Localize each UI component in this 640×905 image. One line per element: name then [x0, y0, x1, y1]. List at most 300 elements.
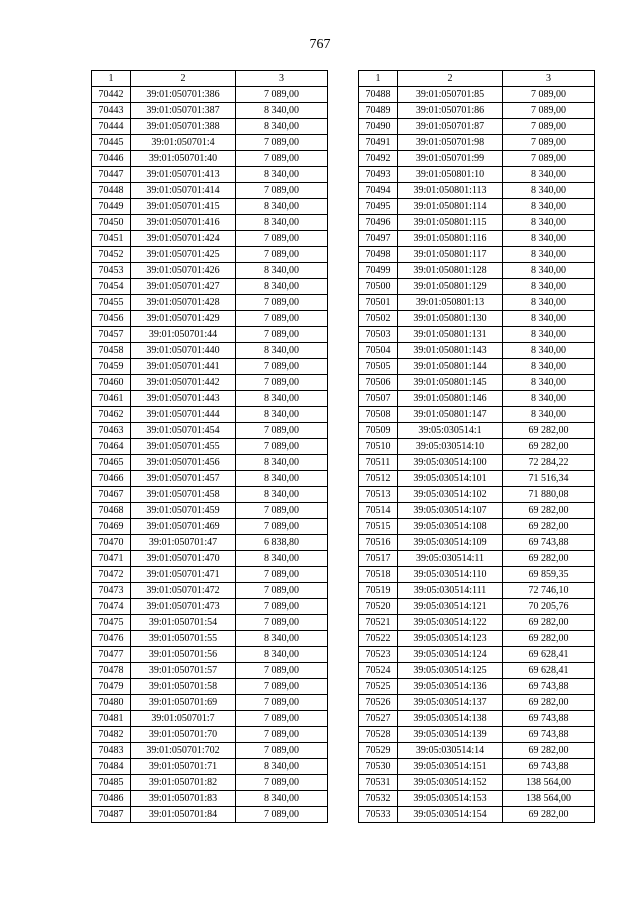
table-row: [359, 279, 595, 295]
cadastral-number-cell: 39:01:050701:414: [131, 183, 236, 199]
table-row: [92, 215, 328, 231]
row-number-cell: 70529: [359, 743, 398, 759]
cadastral-number-cell: 39:01:050801:114: [398, 199, 503, 215]
table-row: [359, 743, 595, 759]
row-number-cell: 70525: [359, 679, 398, 695]
row-number-cell: 70496: [359, 215, 398, 231]
value-cell: 69 282,00: [503, 631, 595, 647]
table-row: [92, 151, 328, 167]
row-number-cell: 70521: [359, 615, 398, 631]
cadastral-number-cell: 39:01:050801:146: [398, 391, 503, 407]
row-number-cell: 70499: [359, 263, 398, 279]
cadastral-number-cell: 39:01:050701:427: [131, 279, 236, 295]
table-row: [359, 759, 595, 775]
table-row: [359, 375, 595, 391]
row-number-cell: 70513: [359, 487, 398, 503]
value-cell: 69 282,00: [503, 439, 595, 455]
value-cell: 7 089,00: [236, 135, 328, 151]
cadastral-number-cell: 39:01:050701:472: [131, 583, 236, 599]
row-number-cell: 70444: [92, 119, 131, 135]
row-number-cell: 70451: [92, 231, 131, 247]
table-row: [92, 759, 328, 775]
row-number-cell: 70445: [92, 135, 131, 151]
table-row: [359, 247, 595, 263]
table-row: [92, 807, 328, 823]
column-header: 3: [503, 71, 595, 87]
row-number-cell: 70448: [92, 183, 131, 199]
table-row: [92, 551, 328, 567]
table-row: [92, 119, 328, 135]
value-cell: 8 340,00: [236, 119, 328, 135]
cadastral-number-cell: 39:01:050701:413: [131, 167, 236, 183]
table-row: [92, 455, 328, 471]
row-number-cell: 70485: [92, 775, 131, 791]
table-row: [92, 695, 328, 711]
cadastral-number-cell: 39:01:050701:415: [131, 199, 236, 215]
table-row: [359, 727, 595, 743]
cadastral-number-cell: 39:05:030514:139: [398, 727, 503, 743]
cadastral-number-cell: 39:01:050701:99: [398, 151, 503, 167]
cadastral-number-cell: 39:01:050701:388: [131, 119, 236, 135]
value-cell: 8 340,00: [236, 407, 328, 423]
value-cell: 69 282,00: [503, 615, 595, 631]
value-cell: 8 340,00: [236, 647, 328, 663]
cadastral-number-cell: 39:01:050701:702: [131, 743, 236, 759]
table-row: [92, 615, 328, 631]
cadastral-number-cell: 39:01:050701:442: [131, 375, 236, 391]
table-row: [359, 199, 595, 215]
table-row: [359, 407, 595, 423]
row-number-cell: 70522: [359, 631, 398, 647]
cadastral-number-cell: 39:01:050801:144: [398, 359, 503, 375]
table-row: [92, 375, 328, 391]
cadastral-number-cell: 39:05:030514:111: [398, 583, 503, 599]
value-cell: 7 089,00: [236, 247, 328, 263]
cadastral-number-cell: 39:05:030514:123: [398, 631, 503, 647]
table-row: [92, 231, 328, 247]
row-number-cell: 70488: [359, 87, 398, 103]
table-row: [359, 663, 595, 679]
cadastral-number-cell: 39:01:050801:147: [398, 407, 503, 423]
row-number-cell: 70476: [92, 631, 131, 647]
value-cell: 7 089,00: [236, 183, 328, 199]
cadastral-number-cell: 39:05:030514:102: [398, 487, 503, 503]
cadastral-number-cell: 39:01:050701:386: [131, 87, 236, 103]
value-cell: 7 089,00: [236, 567, 328, 583]
cadastral-number-cell: 39:01:050701:444: [131, 407, 236, 423]
row-number-cell: 70465: [92, 455, 131, 471]
table-row: [359, 599, 595, 615]
table-row: [359, 87, 595, 103]
row-number-cell: 70518: [359, 567, 398, 583]
table-row: [359, 615, 595, 631]
row-number-cell: 70532: [359, 791, 398, 807]
table-row: [359, 455, 595, 471]
cadastral-number-cell: 39:01:050701:455: [131, 439, 236, 455]
cadastral-number-cell: 39:01:050701:441: [131, 359, 236, 375]
table-row: [92, 487, 328, 503]
row-number-cell: 70484: [92, 759, 131, 775]
cadastral-number-cell: 39:01:050801:143: [398, 343, 503, 359]
row-number-cell: 70446: [92, 151, 131, 167]
value-cell: 71 516,34: [503, 471, 595, 487]
row-number-cell: 70453: [92, 263, 131, 279]
table-row: [359, 695, 595, 711]
row-number-cell: 70490: [359, 119, 398, 135]
cadastral-number-cell: 39:01:050701:457: [131, 471, 236, 487]
table-row: [359, 167, 595, 183]
value-cell: 69 743,88: [503, 535, 595, 551]
value-cell: 8 340,00: [236, 263, 328, 279]
value-cell: 7 089,00: [236, 727, 328, 743]
row-number-cell: 70463: [92, 423, 131, 439]
value-cell: 72 746,10: [503, 583, 595, 599]
cadastral-number-cell: 39:01:050701:82: [131, 775, 236, 791]
left-table-body: [92, 71, 328, 823]
row-number-cell: 70442: [92, 87, 131, 103]
value-cell: 8 340,00: [503, 311, 595, 327]
row-number-cell: 70514: [359, 503, 398, 519]
table-row: [359, 359, 595, 375]
cadastral-number-cell: 39:01:050701:425: [131, 247, 236, 263]
cadastral-number-cell: 39:05:030514:151: [398, 759, 503, 775]
table-row: [359, 343, 595, 359]
value-cell: 7 089,00: [236, 375, 328, 391]
cadastral-number-cell: 39:01:050701:4: [131, 135, 236, 151]
page-number: 767: [309, 37, 331, 52]
row-number-cell: 70509: [359, 423, 398, 439]
row-number-cell: 70461: [92, 391, 131, 407]
value-cell: 71 880,08: [503, 487, 595, 503]
row-number-cell: 70481: [92, 711, 131, 727]
row-number-cell: 70492: [359, 151, 398, 167]
value-cell: 8 340,00: [236, 199, 328, 215]
table-row: [359, 439, 595, 455]
value-cell: 7 089,00: [236, 151, 328, 167]
row-number-cell: 70459: [92, 359, 131, 375]
row-number-cell: 70497: [359, 231, 398, 247]
value-cell: 8 340,00: [503, 343, 595, 359]
value-cell: 7 089,00: [503, 151, 595, 167]
value-cell: 8 340,00: [503, 167, 595, 183]
cadastral-number-cell: 39:01:050801:130: [398, 311, 503, 327]
row-number-cell: 70443: [92, 103, 131, 119]
cadastral-number-cell: 39:05:030514:1: [398, 423, 503, 439]
table-row: [359, 423, 595, 439]
row-number-cell: 70516: [359, 535, 398, 551]
value-cell: 7 089,00: [236, 663, 328, 679]
cadastral-number-cell: 39:01:050801:13: [398, 295, 503, 311]
cadastral-number-cell: 39:01:050701:44: [131, 327, 236, 343]
value-cell: 7 089,00: [236, 503, 328, 519]
table-row: [92, 167, 328, 183]
value-cell: 8 340,00: [503, 231, 595, 247]
column-header: 2: [131, 71, 236, 87]
cadastral-number-cell: 39:01:050701:458: [131, 487, 236, 503]
table-row: [92, 311, 328, 327]
row-number-cell: 70533: [359, 807, 398, 823]
table-row: [92, 103, 328, 119]
cadastral-number-cell: 39:05:030514:154: [398, 807, 503, 823]
row-number-cell: 70487: [92, 807, 131, 823]
table-row: [92, 359, 328, 375]
value-cell: 69 282,00: [503, 743, 595, 759]
value-cell: 7 089,00: [236, 599, 328, 615]
cadastral-number-cell: 39:05:030514:136: [398, 679, 503, 695]
cadastral-number-cell: 39:01:050801:10: [398, 167, 503, 183]
value-cell: 8 340,00: [503, 263, 595, 279]
value-cell: 69 859,35: [503, 567, 595, 583]
table-row: [359, 647, 595, 663]
cadastral-number-cell: 39:01:050801:129: [398, 279, 503, 295]
row-number-cell: 70482: [92, 727, 131, 743]
table-row: [359, 487, 595, 503]
cadastral-number-cell: 39:05:030514:110: [398, 567, 503, 583]
table-row: [92, 407, 328, 423]
cadastral-number-cell: 39:01:050701:471: [131, 567, 236, 583]
row-number-cell: 70473: [92, 583, 131, 599]
value-cell: 8 340,00: [236, 487, 328, 503]
row-number-cell: 70447: [92, 167, 131, 183]
column-header: 3: [236, 71, 328, 87]
table-row: [359, 583, 595, 599]
value-cell: 7 089,00: [236, 311, 328, 327]
table-row: [92, 343, 328, 359]
cadastral-number-cell: 39:05:030514:109: [398, 535, 503, 551]
cadastral-number-cell: 39:01:050701:469: [131, 519, 236, 535]
row-number-cell: 70503: [359, 327, 398, 343]
cadastral-number-cell: 39:01:050801:128: [398, 263, 503, 279]
table-row: [92, 727, 328, 743]
right-table-body: [359, 71, 595, 823]
table-row: [359, 471, 595, 487]
value-cell: 8 340,00: [503, 391, 595, 407]
cadastral-number-cell: 39:01:050701:429: [131, 311, 236, 327]
table-row: [92, 263, 328, 279]
table-row: [359, 391, 595, 407]
table-row: [92, 135, 328, 151]
table-row: [359, 791, 595, 807]
right-table: [358, 70, 595, 823]
cadastral-number-cell: 39:01:050701:424: [131, 231, 236, 247]
table-row: [359, 631, 595, 647]
header-row: [92, 71, 328, 87]
row-number-cell: 70530: [359, 759, 398, 775]
table-row: [359, 135, 595, 151]
row-number-cell: 70468: [92, 503, 131, 519]
cadastral-number-cell: 39:01:050701:85: [398, 87, 503, 103]
value-cell: 8 340,00: [236, 551, 328, 567]
cadastral-number-cell: 39:01:050701:84: [131, 807, 236, 823]
table-row: [92, 567, 328, 583]
row-number-cell: 70491: [359, 135, 398, 151]
cadastral-number-cell: 39:01:050701:83: [131, 791, 236, 807]
row-number-cell: 70452: [92, 247, 131, 263]
row-number-cell: 70502: [359, 311, 398, 327]
table-row: [359, 151, 595, 167]
cadastral-number-cell: 39:01:050701:387: [131, 103, 236, 119]
value-cell: 8 340,00: [503, 247, 595, 263]
table-row: [92, 775, 328, 791]
cadastral-number-cell: 39:05:030514:100: [398, 455, 503, 471]
cadastral-number-cell: 39:05:030514:10: [398, 439, 503, 455]
table-row: [359, 295, 595, 311]
value-cell: 69 282,00: [503, 503, 595, 519]
cadastral-number-cell: 39:01:050701:56: [131, 647, 236, 663]
value-cell: 8 340,00: [503, 359, 595, 375]
cadastral-number-cell: 39:01:050701:69: [131, 695, 236, 711]
value-cell: 8 340,00: [236, 279, 328, 295]
value-cell: 7 089,00: [236, 711, 328, 727]
cadastral-number-cell: 39:01:050701:70: [131, 727, 236, 743]
cadastral-number-cell: 39:01:050801:117: [398, 247, 503, 263]
cadastral-number-cell: 39:05:030514:138: [398, 711, 503, 727]
table-row: [359, 183, 595, 199]
cadastral-number-cell: 39:05:030514:121: [398, 599, 503, 615]
row-number-cell: 70464: [92, 439, 131, 455]
value-cell: 69 743,88: [503, 711, 595, 727]
table-row: [92, 791, 328, 807]
cadastral-number-cell: 39:01:050701:428: [131, 295, 236, 311]
row-number-cell: 70460: [92, 375, 131, 391]
cadastral-number-cell: 39:05:030514:153: [398, 791, 503, 807]
table-row: [92, 743, 328, 759]
value-cell: 8 340,00: [236, 215, 328, 231]
row-number-cell: 70505: [359, 359, 398, 375]
table-row: [359, 231, 595, 247]
value-cell: 8 340,00: [503, 183, 595, 199]
cadastral-number-cell: 39:01:050801:115: [398, 215, 503, 231]
cadastral-number-cell: 39:01:050701:86: [398, 103, 503, 119]
table-row: [92, 247, 328, 263]
value-cell: 8 340,00: [236, 455, 328, 471]
cadastral-number-cell: 39:01:050701:87: [398, 119, 503, 135]
value-cell: 7 089,00: [236, 679, 328, 695]
row-number-cell: 70478: [92, 663, 131, 679]
value-cell: 138 564,00: [503, 791, 595, 807]
cadastral-number-cell: 39:05:030514:122: [398, 615, 503, 631]
table-row: [359, 103, 595, 119]
cadastral-number-cell: 39:01:050701:470: [131, 551, 236, 567]
cadastral-number-cell: 39:01:050801:131: [398, 327, 503, 343]
table-row: [359, 263, 595, 279]
value-cell: 69 743,88: [503, 759, 595, 775]
row-number-cell: 70449: [92, 199, 131, 215]
cadastral-number-cell: 39:01:050701:57: [131, 663, 236, 679]
table-row: [359, 567, 595, 583]
value-cell: 7 089,00: [503, 103, 595, 119]
table-row: [92, 631, 328, 647]
row-number-cell: 70515: [359, 519, 398, 535]
cadastral-number-cell: 39:05:030514:137: [398, 695, 503, 711]
table-row: [92, 423, 328, 439]
row-number-cell: 70498: [359, 247, 398, 263]
cadastral-number-cell: 39:01:050701:54: [131, 615, 236, 631]
table-row: [92, 199, 328, 215]
value-cell: 7 089,00: [236, 615, 328, 631]
row-number-cell: 70500: [359, 279, 398, 295]
table-row: [92, 663, 328, 679]
cadastral-number-cell: 39:01:050701:426: [131, 263, 236, 279]
row-number-cell: 70456: [92, 311, 131, 327]
value-cell: 7 089,00: [236, 327, 328, 343]
row-number-cell: 70472: [92, 567, 131, 583]
cadastral-number-cell: 39:05:030514:11: [398, 551, 503, 567]
row-number-cell: 70458: [92, 343, 131, 359]
cadastral-number-cell: 39:01:050701:98: [398, 135, 503, 151]
value-cell: 8 340,00: [503, 407, 595, 423]
cadastral-number-cell: 39:05:030514:107: [398, 503, 503, 519]
table-row: [92, 583, 328, 599]
cadastral-number-cell: 39:05:030514:124: [398, 647, 503, 663]
value-cell: 8 340,00: [236, 791, 328, 807]
value-cell: 8 340,00: [236, 631, 328, 647]
value-cell: 8 340,00: [503, 375, 595, 391]
table-row: [92, 87, 328, 103]
row-number-cell: 70469: [92, 519, 131, 535]
table-row: [92, 471, 328, 487]
table-row: [359, 775, 595, 791]
cadastral-number-cell: 39:05:030514:152: [398, 775, 503, 791]
cadastral-number-cell: 39:05:030514:108: [398, 519, 503, 535]
value-cell: 7 089,00: [236, 695, 328, 711]
table-row: [92, 279, 328, 295]
value-cell: 7 089,00: [503, 119, 595, 135]
cadastral-number-cell: 39:01:050701:58: [131, 679, 236, 695]
value-cell: 7 089,00: [236, 439, 328, 455]
header-row: [359, 71, 595, 87]
value-cell: 7 089,00: [236, 583, 328, 599]
row-number-cell: 70520: [359, 599, 398, 615]
row-number-cell: 70528: [359, 727, 398, 743]
row-number-cell: 70483: [92, 743, 131, 759]
value-cell: 8 340,00: [236, 167, 328, 183]
row-number-cell: 70471: [92, 551, 131, 567]
row-number-cell: 70517: [359, 551, 398, 567]
value-cell: 72 284,22: [503, 455, 595, 471]
value-cell: 69 282,00: [503, 807, 595, 823]
value-cell: 7 089,00: [236, 359, 328, 375]
value-cell: 69 628,41: [503, 647, 595, 663]
row-number-cell: 70504: [359, 343, 398, 359]
left-table: [91, 70, 328, 823]
row-number-cell: 70479: [92, 679, 131, 695]
column-header: 2: [398, 71, 503, 87]
row-number-cell: 70455: [92, 295, 131, 311]
row-number-cell: 70477: [92, 647, 131, 663]
row-number-cell: 70510: [359, 439, 398, 455]
table-row: [92, 647, 328, 663]
cadastral-number-cell: 39:05:030514:101: [398, 471, 503, 487]
table-row: [359, 503, 595, 519]
row-number-cell: 70506: [359, 375, 398, 391]
row-number-cell: 70454: [92, 279, 131, 295]
value-cell: 8 340,00: [503, 199, 595, 215]
value-cell: 6 838,80: [236, 535, 328, 551]
value-cell: 8 340,00: [236, 391, 328, 407]
value-cell: 69 628,41: [503, 663, 595, 679]
table-row: [359, 311, 595, 327]
table-row: [359, 535, 595, 551]
value-cell: 138 564,00: [503, 775, 595, 791]
cadastral-number-cell: 39:05:030514:125: [398, 663, 503, 679]
table-row: [359, 215, 595, 231]
table-row: [359, 519, 595, 535]
table-row: [359, 551, 595, 567]
table-row: [92, 599, 328, 615]
table-row: [92, 391, 328, 407]
cadastral-number-cell: 39:01:050701:443: [131, 391, 236, 407]
